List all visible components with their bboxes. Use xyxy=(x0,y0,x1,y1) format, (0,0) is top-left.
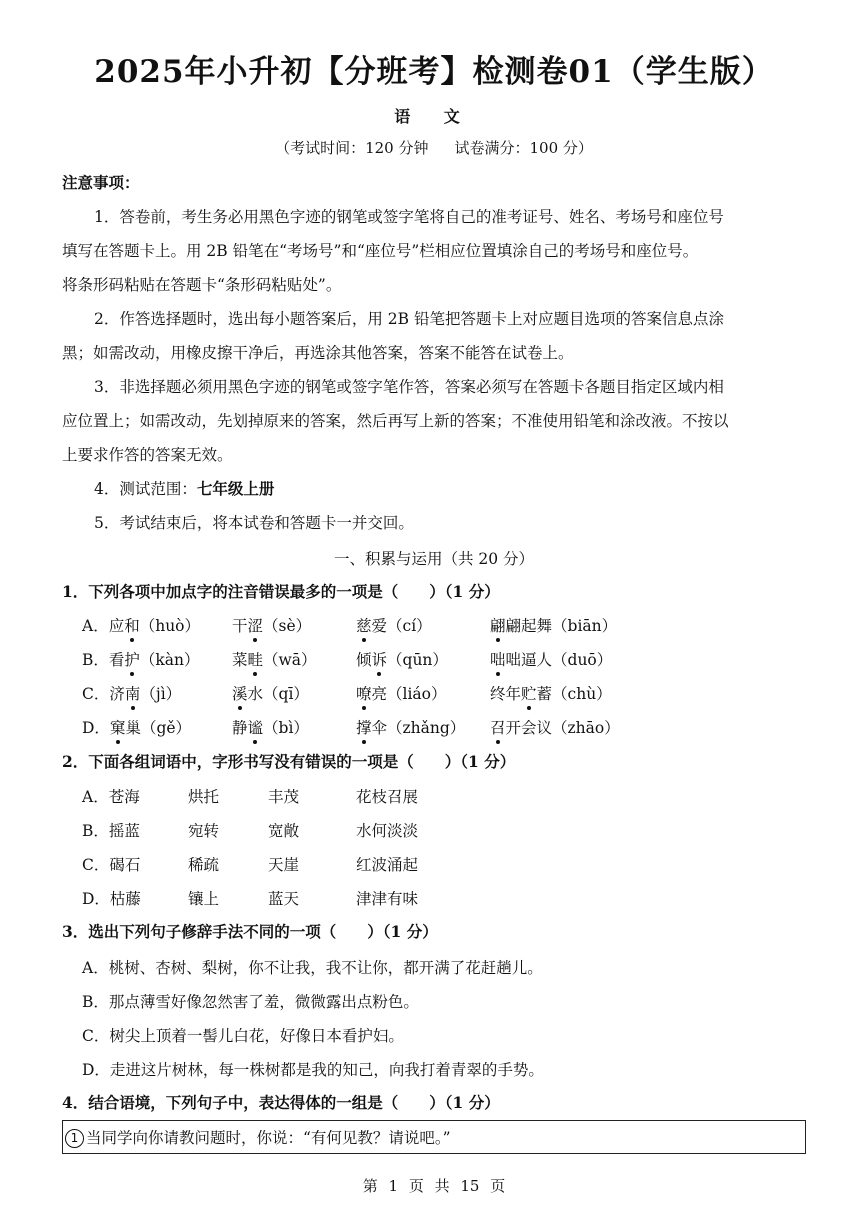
question-1-stem: 1．下列各项中加点字的注音错误最多的一项是（ ）（1 分） xyxy=(62,582,500,601)
dotted-character: 溪 xyxy=(232,685,248,703)
dotted-character: 畦 xyxy=(247,651,264,669)
scope-value: 七年级上册 xyxy=(196,479,275,498)
pinyin-item-suffix: 蓄（chù） xyxy=(536,685,612,703)
pinyin-item-suffix: （bì） xyxy=(263,719,309,737)
page-footer: 第 1 页 共 15 页 xyxy=(362,1177,506,1195)
pinyin-item-suffix: 开会议（zhāo） xyxy=(505,719,620,737)
exam-score: 试卷满分：100 分） xyxy=(454,139,593,157)
pinyin-item xyxy=(490,648,612,670)
pinyin-item-suffix: （kàn） xyxy=(139,651,200,669)
notice-line: 上要求作答的答案无效。 xyxy=(62,446,233,464)
pinyin-item xyxy=(82,716,191,738)
dotted-character: 召 xyxy=(490,719,506,737)
dotted-character: 涩 xyxy=(247,617,264,635)
word-item: 镶上 xyxy=(188,890,220,908)
pinyin-item xyxy=(490,716,620,738)
pinyin-item xyxy=(356,614,432,636)
pinyin-item-prefix: 菜 xyxy=(232,651,248,669)
word-item: D．枯藤 xyxy=(82,890,141,908)
question-4-item-1 xyxy=(65,1126,451,1148)
subject-label: 语 文 xyxy=(394,107,474,126)
pinyin-item xyxy=(490,682,612,704)
pinyin-item-suffix: 亮（liáo） xyxy=(371,685,447,703)
notice-line: 2．作答选择题时，选出每小题答案后，用 2B 铅笔把答题卡上对应题目选项的答案信息点涂 xyxy=(94,310,724,328)
word-item: A．苍海 xyxy=(82,788,140,806)
pinyin-item-prefix: A．应 xyxy=(82,617,125,635)
circled-number: 1 xyxy=(65,1129,84,1148)
pinyin-item-suffix: （jì） xyxy=(140,685,182,703)
word-item: B．摇蓝 xyxy=(82,822,140,840)
dotted-character: 南 xyxy=(124,685,141,703)
pinyin-item-suffix: 翩起舞（biān） xyxy=(505,617,618,635)
dotted-character: 咄 xyxy=(490,651,506,669)
pinyin-item-prefix: 倾 xyxy=(356,651,372,669)
word-item: C．碣石 xyxy=(82,856,141,874)
pinyin-item xyxy=(232,682,309,704)
pinyin-item xyxy=(232,648,317,670)
word-item: 红波涌起 xyxy=(356,856,419,874)
notice-line: 3．非选择题必须用黑色字迹的钢笔或签字笔作答，答案必须写在答题卡各题目指定区域内相 xyxy=(94,378,724,396)
pinyin-item-prefix: C．济 xyxy=(82,685,125,703)
dotted-character: 窠 xyxy=(109,719,126,737)
notice-scope xyxy=(62,478,808,500)
dotted-character: 谧 xyxy=(247,719,264,737)
question-3-option-b: B．那点薄雪好像忽然害了羞，微微露出点粉色。 xyxy=(82,993,419,1011)
pinyin-item xyxy=(82,648,200,670)
notice-line: 黑；如需改动，用橡皮擦干净后，再选涂其他答案，答案不能答在试卷上。 xyxy=(62,344,574,362)
question-3-stem: 3．选出下列句子修辞手法不同的一项（ ）（1 分） xyxy=(62,922,438,941)
exam-time: （考试时间：120 分钟 xyxy=(275,139,429,157)
dotted-character: 护 xyxy=(124,651,140,669)
pinyin-item-suffix: 水（qī） xyxy=(247,685,309,703)
pinyin-item xyxy=(490,614,617,636)
pinyin-item-suffix: 伞（zhǎng） xyxy=(371,719,466,737)
pinyin-item xyxy=(82,682,181,704)
exam-info xyxy=(0,137,868,158)
pinyin-item-suffix: （huò） xyxy=(139,617,201,635)
word-item: 蓝天 xyxy=(268,890,300,908)
notice-line: 填写在答题卡上。用 2B 铅笔在“考场号”和“座位号”栏相应位置填涂自己的考场号和座位号。 xyxy=(62,242,699,260)
question-2-stem: 2．下面各组词语中，字形书写没有错误的一项是（ ）（1 分） xyxy=(62,752,516,771)
dotted-character: 慈 xyxy=(356,617,372,635)
word-item: 宛转 xyxy=(188,822,220,840)
question-3-option-d: D．走进这片树林，每一株树都是我的知己，向我打着青翠的手势。 xyxy=(82,1061,544,1079)
word-item: 花枝召展 xyxy=(356,788,419,806)
word-item: 丰茂 xyxy=(268,788,300,806)
word-item: 稀疏 xyxy=(188,856,220,874)
notice-line: 5．考试结束后，将本试卷和答题卡一并交回。 xyxy=(94,514,414,532)
dotted-character: 嘹 xyxy=(356,685,372,703)
notice-line: 1．答卷前，考生务必用黑色字迹的钢笔或签字笔将自己的准考证号、姓名、考场号和座位号 xyxy=(94,208,724,226)
word-item: 津津有味 xyxy=(356,890,419,908)
notice-line: 将条形码粘贴在答题卡“条形码粘贴处”。 xyxy=(62,276,342,294)
pinyin-item-suffix: 咄逼人（duō） xyxy=(505,651,613,669)
question-3-option-a: A．桃树、杏树、梨树，你不让我，我不让你，都开满了花赶趟儿。 xyxy=(82,959,543,977)
scope-label: 4．测试范围： xyxy=(94,480,197,498)
pinyin-item xyxy=(82,614,200,636)
word-item: 烘托 xyxy=(188,788,220,806)
pinyin-item-suffix: （wā） xyxy=(263,651,317,669)
pinyin-item-suffix: （qūn） xyxy=(387,651,448,669)
dotted-character: 诉 xyxy=(371,651,388,669)
question-3-option-c: C．树尖上顶着一髻儿白花，好像日本看护妇。 xyxy=(82,1027,404,1045)
pinyin-item-prefix: 终年 xyxy=(490,685,522,703)
notes-heading: 注意事项： xyxy=(62,173,140,192)
pinyin-item xyxy=(356,682,447,704)
dotted-character: 贮 xyxy=(521,685,537,703)
pinyin-item-prefix: D． xyxy=(82,719,110,737)
word-item: 宽敞 xyxy=(268,822,300,840)
dotted-character: 和 xyxy=(124,617,140,635)
page-title: 2025年小升初【分班考】检测卷01（学生版） xyxy=(94,54,774,90)
word-item: 天崖 xyxy=(268,856,300,874)
pinyin-item xyxy=(356,648,448,670)
pinyin-item-prefix: B．看 xyxy=(82,651,125,669)
pinyin-item xyxy=(232,716,309,738)
notice-line: 应位置上；如需改动，先划掉原来的答案，然后再写上新的答案；不准使用铅笔和涂改液。不按以 xyxy=(62,412,729,430)
question-4-stem: 4．结合语境，下列句子中，表达得体的一组是（ ）（1 分） xyxy=(62,1093,500,1112)
dotted-character: 翩 xyxy=(490,617,506,635)
pinyin-item xyxy=(356,716,465,738)
word-item: 水何淡淡 xyxy=(356,822,419,840)
pinyin-item-prefix: 干 xyxy=(232,617,248,635)
question-4-item-1-text: 当同学向你请教问题时，你说：“有何见教？请说吧。” xyxy=(86,1129,451,1147)
pinyin-item-suffix: （sè） xyxy=(263,617,312,635)
pinyin-item-suffix: 巢（gě） xyxy=(125,719,192,737)
pinyin-item-suffix: 爱（cí） xyxy=(371,617,432,635)
section-heading: 一、积累与运用（共 20 分） xyxy=(333,550,535,568)
dotted-character: 撑 xyxy=(356,719,372,737)
question-4-box xyxy=(62,1120,806,1154)
pinyin-item-prefix: 静 xyxy=(232,719,248,737)
pinyin-item xyxy=(232,614,311,636)
